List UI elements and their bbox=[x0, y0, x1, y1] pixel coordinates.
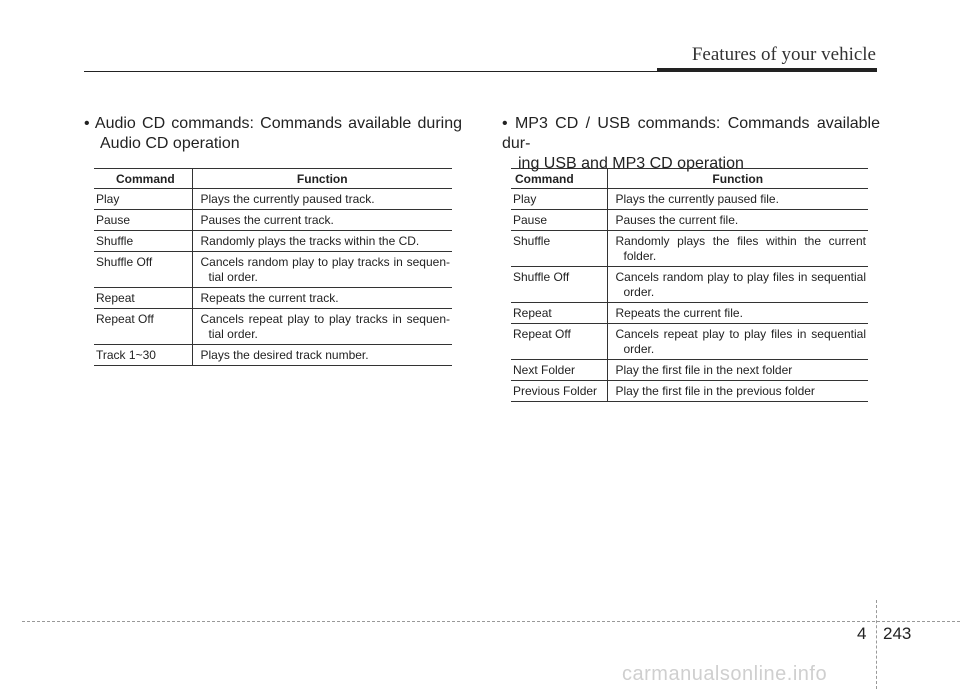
function-text bbox=[616, 234, 867, 264]
mp3-usb-intro-line2: ing USB and MP3 CD operation bbox=[518, 155, 744, 172]
function-text bbox=[616, 306, 867, 321]
table-row bbox=[511, 231, 868, 267]
function-line: folder. bbox=[623, 249, 657, 263]
function-line: tial order. bbox=[208, 327, 258, 341]
watermark: carmanualsonline.info bbox=[622, 663, 828, 685]
audio-cd-commands-table bbox=[94, 168, 452, 366]
table-row bbox=[94, 345, 452, 366]
function-line: Randomly plays the files within the current bbox=[615, 234, 866, 248]
command-cell: Track 1~30 bbox=[94, 345, 192, 366]
page-number: 243 bbox=[883, 624, 912, 643]
function-cell bbox=[607, 381, 868, 402]
footer-rule bbox=[22, 621, 960, 622]
function-line: Cancels random play to play files in sequential bbox=[615, 270, 866, 284]
function-line: Play the first file in the next folder bbox=[615, 363, 793, 377]
function-cell bbox=[192, 231, 452, 252]
function-line: Plays the desired track number. bbox=[200, 348, 369, 362]
mp3-usb-intro bbox=[502, 114, 880, 174]
command-cell: Repeat Off bbox=[94, 309, 192, 345]
table-row bbox=[511, 189, 868, 210]
function-cell bbox=[192, 252, 452, 288]
command-cell: Repeat bbox=[511, 303, 607, 324]
function-text bbox=[201, 213, 451, 228]
function-cell bbox=[607, 231, 868, 267]
function-line: Cancels repeat play to play tracks in sequen- bbox=[200, 312, 450, 326]
function-line: Plays the currently paused track. bbox=[200, 192, 375, 206]
chapter-number: 4 bbox=[857, 624, 867, 643]
function-line: Randomly plays the tracks within the CD. bbox=[200, 234, 420, 248]
command-cell: Play bbox=[511, 189, 607, 210]
function-line: Cancels random play to play tracks in sequen- bbox=[200, 255, 450, 269]
function-cell bbox=[607, 360, 868, 381]
function-cell bbox=[607, 267, 868, 303]
table-row bbox=[94, 210, 452, 231]
table-row bbox=[511, 381, 868, 402]
command-cell: Shuffle Off bbox=[511, 267, 607, 303]
command-cell: Shuffle bbox=[511, 231, 607, 267]
function-cell bbox=[192, 288, 452, 309]
audio-cd-intro bbox=[84, 114, 462, 154]
function-line: Repeats the current track. bbox=[200, 291, 339, 305]
command-cell: Shuffle Off bbox=[94, 252, 192, 288]
function-line: Repeats the current file. bbox=[615, 306, 743, 320]
table-row bbox=[511, 267, 868, 303]
table-header-row bbox=[94, 169, 452, 189]
function-line: Pauses the current file. bbox=[615, 213, 739, 227]
table-row bbox=[94, 288, 452, 309]
column-header-command: Command bbox=[94, 169, 192, 189]
function-cell bbox=[607, 324, 868, 360]
function-text bbox=[616, 192, 867, 207]
function-cell bbox=[607, 210, 868, 231]
command-cell: Play bbox=[94, 189, 192, 210]
command-cell: Previous Folder bbox=[511, 381, 607, 402]
function-text bbox=[616, 270, 867, 300]
function-cell bbox=[192, 309, 452, 345]
section-title: Features of your vehicle bbox=[691, 44, 876, 65]
table-header-row bbox=[511, 169, 868, 189]
column-header-command: Command bbox=[511, 169, 607, 189]
table-row bbox=[94, 189, 452, 210]
table-row bbox=[94, 309, 452, 345]
command-cell: Shuffle bbox=[94, 231, 192, 252]
table-row bbox=[511, 324, 868, 360]
command-cell: Repeat Off bbox=[511, 324, 607, 360]
table-row bbox=[511, 210, 868, 231]
function-cell bbox=[607, 303, 868, 324]
footer-divider bbox=[876, 600, 877, 689]
function-text bbox=[201, 255, 451, 285]
column-header-function: Function bbox=[607, 169, 868, 189]
mp3-usb-commands-table bbox=[511, 168, 868, 402]
function-line: Pauses the current track. bbox=[200, 213, 334, 227]
command-cell: Pause bbox=[511, 210, 607, 231]
function-text bbox=[201, 312, 451, 342]
table-row bbox=[511, 360, 868, 381]
table-row bbox=[511, 303, 868, 324]
function-line: order. bbox=[623, 285, 655, 299]
command-cell: Pause bbox=[94, 210, 192, 231]
function-text bbox=[201, 291, 451, 306]
function-text bbox=[616, 384, 867, 399]
table-row bbox=[94, 231, 452, 252]
command-cell: Next Folder bbox=[511, 360, 607, 381]
function-text bbox=[201, 348, 451, 363]
command-cell: Repeat bbox=[94, 288, 192, 309]
mp3-usb-intro-line1: • MP3 CD / USB commands: Commands available dur- bbox=[502, 115, 880, 152]
function-cell bbox=[192, 189, 452, 210]
table-row bbox=[94, 252, 452, 288]
function-text bbox=[616, 363, 867, 378]
function-text bbox=[201, 192, 451, 207]
function-text bbox=[201, 234, 451, 249]
header-rule-accent bbox=[657, 68, 877, 72]
function-line: order. bbox=[623, 342, 655, 356]
function-line: Play the first file in the previous folder bbox=[615, 384, 815, 398]
function-line: Cancels repeat play to play files in sequential bbox=[615, 327, 866, 341]
column-header-function: Function bbox=[192, 169, 452, 189]
function-line: tial order. bbox=[208, 270, 258, 284]
function-cell bbox=[192, 345, 452, 366]
audio-cd-intro-line2: Audio CD operation bbox=[100, 135, 240, 152]
function-text bbox=[616, 213, 867, 228]
audio-cd-intro-line1: • Audio CD commands: Commands available during bbox=[84, 115, 462, 132]
function-cell bbox=[192, 210, 452, 231]
function-text bbox=[616, 327, 867, 357]
function-cell bbox=[607, 189, 868, 210]
function-line: Plays the currently paused file. bbox=[615, 192, 779, 206]
